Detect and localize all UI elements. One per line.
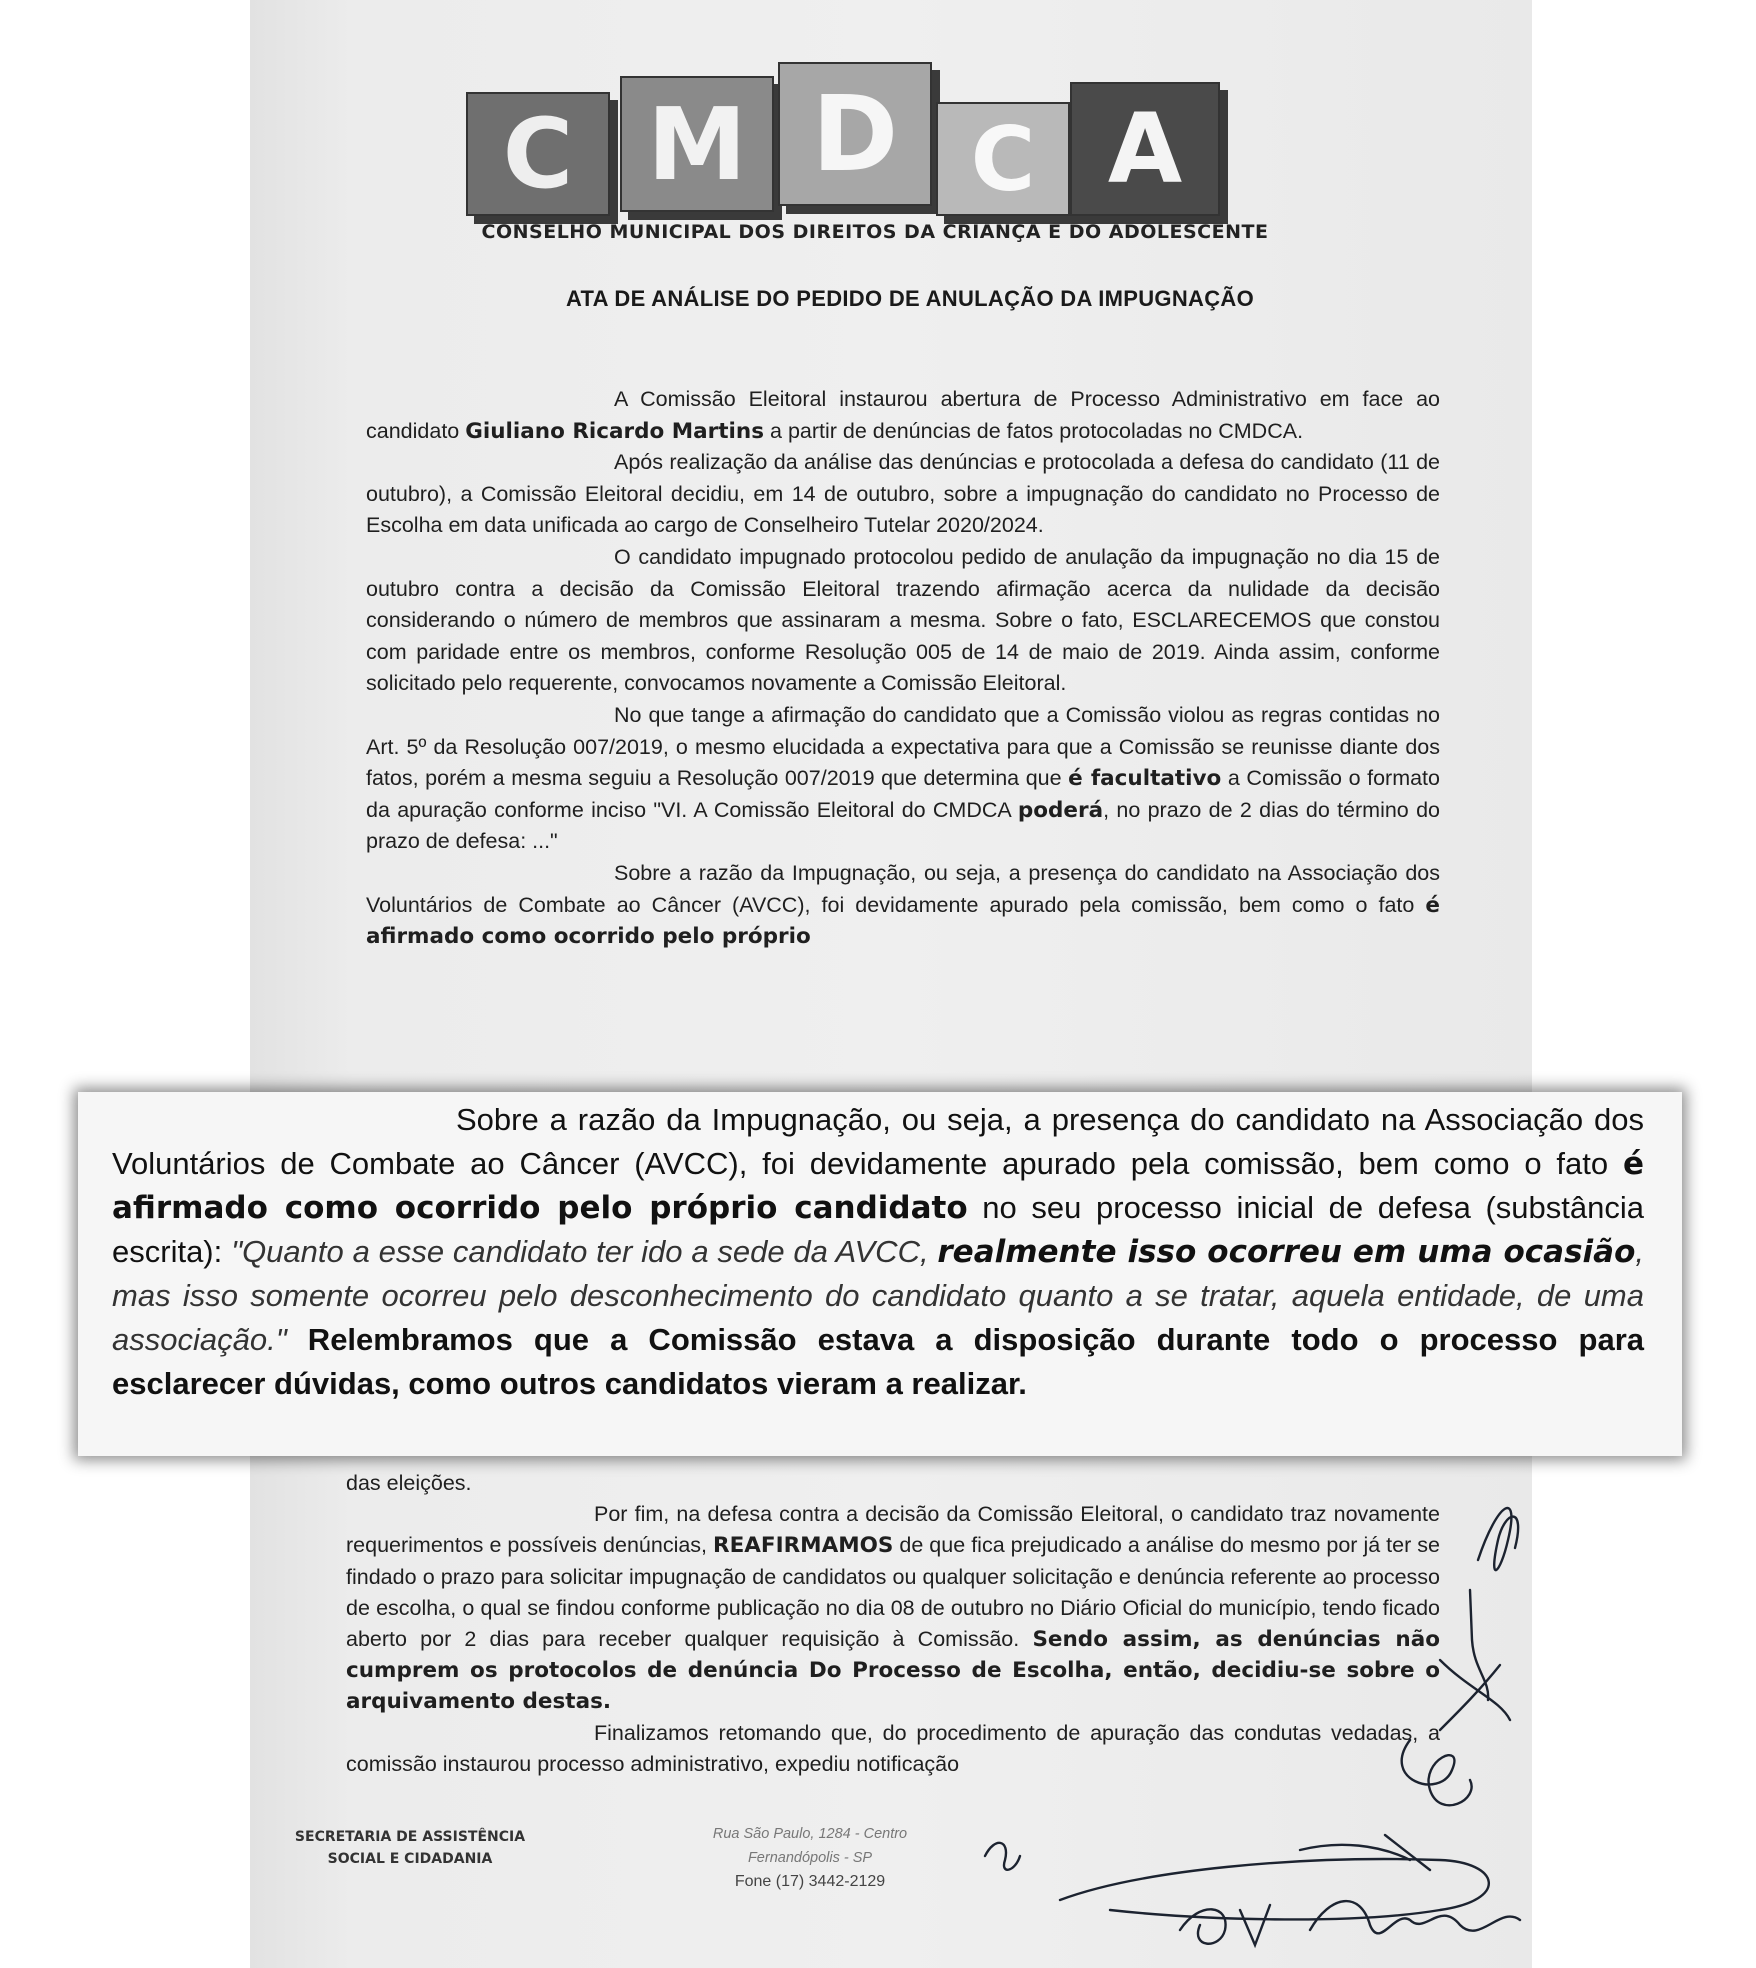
logo-letter: D <box>811 73 899 195</box>
document-body-lower <box>346 1468 1440 1780</box>
bold-text: REAFIRMAMOS <box>713 1533 894 1559</box>
paragraph: Após realização da análise das denúncias e protocolada a defesa do candidato (11 de outubro), a Comissão Eleitoral decidiu, em 14 de outubro, sobre a impugnação do candidato no Processo de Escolha em data unificada ao cargo de Conselheiro Tutelar 2020/2024. <box>366 450 1440 538</box>
text-span: A Comissão Eleitoral instaurou abertura de Processo Administrativo em face ao candidato <box>366 387 1440 443</box>
text-span: no seu processo inicial de defesa (substância escrita): <box>112 1190 1645 1269</box>
logo-letter: A <box>1107 93 1183 205</box>
bold-text: poderá <box>1017 797 1104 823</box>
footer-address-line: Fernandópolis - SP <box>747 1850 873 1866</box>
quote-text: "Quanto a esse candidato ter ido a sede da AVCC, <box>231 1234 938 1269</box>
text-span: Sobre a razão da Impugnação, ou seja, a presença do candidato na Associação dos Voluntários de Combate ao Câncer (AVCC), foi devidamente apurado pela comissão, bem como o fato <box>112 1102 1644 1181</box>
text-span: No que tange a afirmação do candidato que a Comissão violou as regras contidas no Art. 5º da Resolução 007/2019, o mesmo elucidada a expectativa para que a Comissão se reunisse diante dos fatos, porém a mesma seguiu a Resolução 007/2019 que determina que <box>366 702 1440 791</box>
quote-bold-text: realmente isso ocorreu em uma ocasião <box>937 1234 1636 1270</box>
footer-line: SECRETARIA DE ASSISTÊNCIA <box>294 1829 526 1845</box>
document-title: ATA DE ANÁLISE DO PEDIDO DE ANULAÇÃO DA IMPUGNAÇÃO <box>565 286 1255 311</box>
footer-line: SOCIAL E CIDADANIA <box>327 1851 493 1867</box>
organization-name: CONSELHO MUNICIPAL DOS DIREITOS DA CRIANÇA E DO ADOLESCENTE <box>481 221 1269 243</box>
logo-block-a <box>1070 82 1220 216</box>
text-span: Sobre a razão da Impugnação, ou seja, a presença do candidato na Associação dos Voluntários de Combate ao Câncer (AVCC), foi devidamente apurado pela comissão, bem como o fato <box>366 860 1440 917</box>
logo-letter: C <box>502 98 574 210</box>
quote-text: , mas isso somente ocorreu pelo desconhecimento do candidato quanto a se tratar, aquela entidade, de uma associação." <box>112 1234 1645 1357</box>
text-span: Relembramos que a Comissão estava a disposição durante todo o processo para esclarecer dúvidas, como outros candidatos vieram a realizar. <box>112 1322 1644 1401</box>
footer-address <box>660 1822 960 1894</box>
paragraph: O candidato impugnado protocolou pedido de anulação da impugnação no dia 15 de outubro contra a decisão da Comissão Eleitoral trazendo afirmação acerca da nulidade da decisão considerando o número de membros que assinaram a mesma. Sobre o fato, ESCLARECEMOS que constou com paridade entre os membros, conforme Resolução 005 de 14 de maio de 2019. Ainda assim, conforme solicitado pelo requerente, convocamos novamente a Comissão Eleitoral. <box>366 544 1440 696</box>
bold-text: é facultativo <box>1068 766 1222 792</box>
text-span: de que fica prejudicado a análise do mesmo por já ter se findado o prazo para solicitar impugnação de candidatos ou qualquer solicitação e denúncia referente ao processo de escolha, o qual se findou conforme publicação no dia 08 de outubro no Diário Oficial do município, tendo ficado aberto por 2 dias para receber qualquer requisição à Comissão. <box>346 1533 1440 1652</box>
logo-block-c <box>466 92 610 216</box>
logo-letter: M <box>647 85 747 203</box>
text-span: a partir de denúncias de fatos protocoladas no CMDCA. <box>764 418 1304 443</box>
text-span: , no prazo de 2 dias do término do prazo de defesa: ..." <box>366 797 1440 854</box>
zoomed-excerpt <box>78 1092 1682 1456</box>
bold-text: Sendo assim, as denúncias não cumprem os protocolos de denúncia Do Processo de Escolha, então, decidiu-se sobre o arquivamento destas. <box>346 1627 1441 1715</box>
paragraph <box>346 1499 1440 1717</box>
logo-block-d <box>778 62 932 206</box>
paragraph <box>366 858 1440 953</box>
cmdca-logo <box>460 62 1280 232</box>
paragraph: Finalizamos retomando que, do procedimento de apuração das condutas vedadas, a comissão instaurou processo administrativo, expediu notificação <box>346 1720 1440 1776</box>
logo-letter: C <box>970 107 1036 211</box>
paragraph-continuation: das eleições. <box>346 1471 472 1495</box>
zoomed-paragraph <box>112 1098 1644 1406</box>
document-body <box>366 384 1440 953</box>
candidate-name: Giuliano Ricardo Martins <box>465 418 765 444</box>
zoomed-excerpt-text <box>112 1098 1644 1406</box>
footer-address-line: Rua São Paulo, 1284 - Centro <box>712 1826 908 1842</box>
paragraph <box>366 700 1440 858</box>
text-span: Por fim, na defesa contra a decisão da Comissão Eleitoral, o candidato traz novamente requerimentos e possíveis denúncias, <box>346 1502 1440 1558</box>
footer-department <box>275 1826 545 1870</box>
bold-text: é afirmado como ocorrido pelo próprio candidato <box>112 1146 1644 1226</box>
paragraph <box>366 384 1440 447</box>
footer-phone: Fone (17) 3442-2129 <box>734 1873 886 1890</box>
text-span: a Comissão o formato da apuração conforme inciso "VI. A Comissão Eleitoral do CMDCA <box>366 766 1440 822</box>
bold-text: é afirmado como ocorrido pelo próprio <box>366 892 1440 950</box>
logo-block-c2 <box>936 102 1070 216</box>
logo-block-m <box>620 76 774 212</box>
